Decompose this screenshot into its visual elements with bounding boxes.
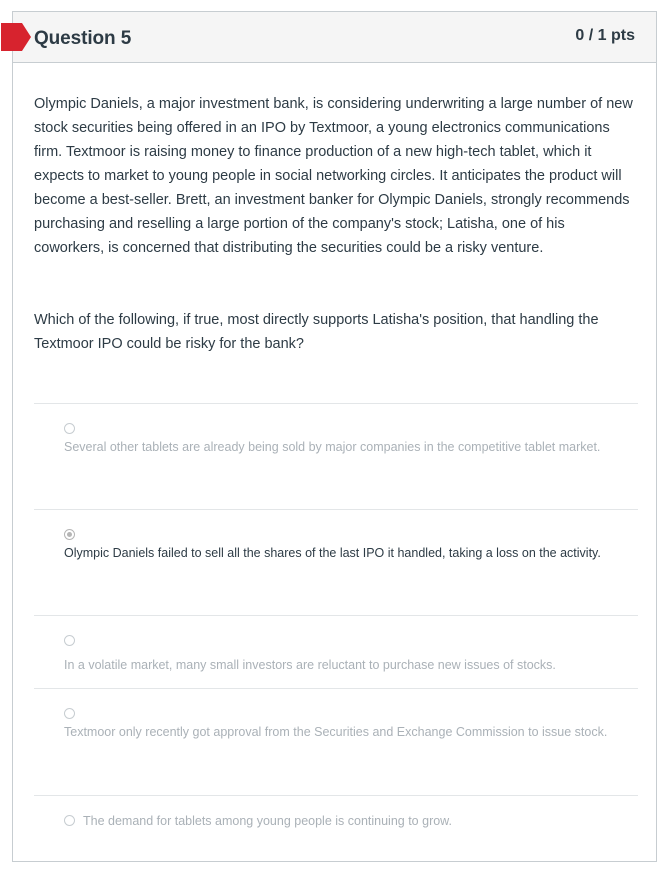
question-prompt: Which of the following, if true, most directly supports Latisha's position, that handling the Textmoor IPO could be risky for the bank? bbox=[34, 312, 599, 352]
question-header bbox=[13, 12, 656, 63]
answer-option-5[interactable] bbox=[34, 795, 638, 855]
answer-option-1[interactable] bbox=[34, 403, 638, 509]
answer-text: Textmoor only recently got approval from the Securities and Exchange Commission to issue stock. bbox=[64, 725, 608, 739]
answer-text: In a volatile market, many small investors are reluctant to purchase new issues of stocks. bbox=[64, 658, 556, 672]
question-paragraph: Olympic Daniels, a major investment bank, is considering underwriting a large number of new stock securities being offered in an IPO by Textmoor, a young electronics communications firm. Textmoor is raising money to finance production of a new high-tech tablet, which it expects to market to young people in social networking circles. It anticipates the product will become a best-seller. Brett, an investment banker for Olympic Daniels, strongly recommends purchasing and reselling a large portion of the company's stock; Latisha, one of his coworkers, is concerned that distributing the securities could be a risky venture. bbox=[34, 96, 633, 256]
question-title: Question 5 bbox=[34, 28, 132, 49]
answer-text: The demand for tablets among young people is continuing to grow. bbox=[83, 814, 452, 828]
question-text bbox=[34, 92, 638, 356]
radio-button[interactable] bbox=[64, 815, 75, 826]
radio-button[interactable] bbox=[64, 423, 75, 434]
answer-text: Several other tablets are already being sold by major companies in the competitive tablet market. bbox=[64, 440, 601, 454]
question-card bbox=[12, 11, 657, 862]
answer-option-4[interactable] bbox=[34, 688, 638, 795]
question-points: 0 / 1 pts bbox=[575, 27, 635, 44]
answer-text: Olympic Daniels failed to sell all the shares of the last IPO it handled, taking a loss on the activity. bbox=[64, 546, 601, 560]
answer-list bbox=[34, 403, 638, 855]
answer-option-2[interactable] bbox=[34, 509, 638, 615]
incorrect-flag-icon bbox=[1, 23, 31, 51]
radio-button[interactable] bbox=[64, 635, 75, 646]
radio-button-selected[interactable] bbox=[64, 529, 75, 540]
radio-button[interactable] bbox=[64, 708, 75, 719]
answer-option-3[interactable] bbox=[34, 615, 638, 688]
